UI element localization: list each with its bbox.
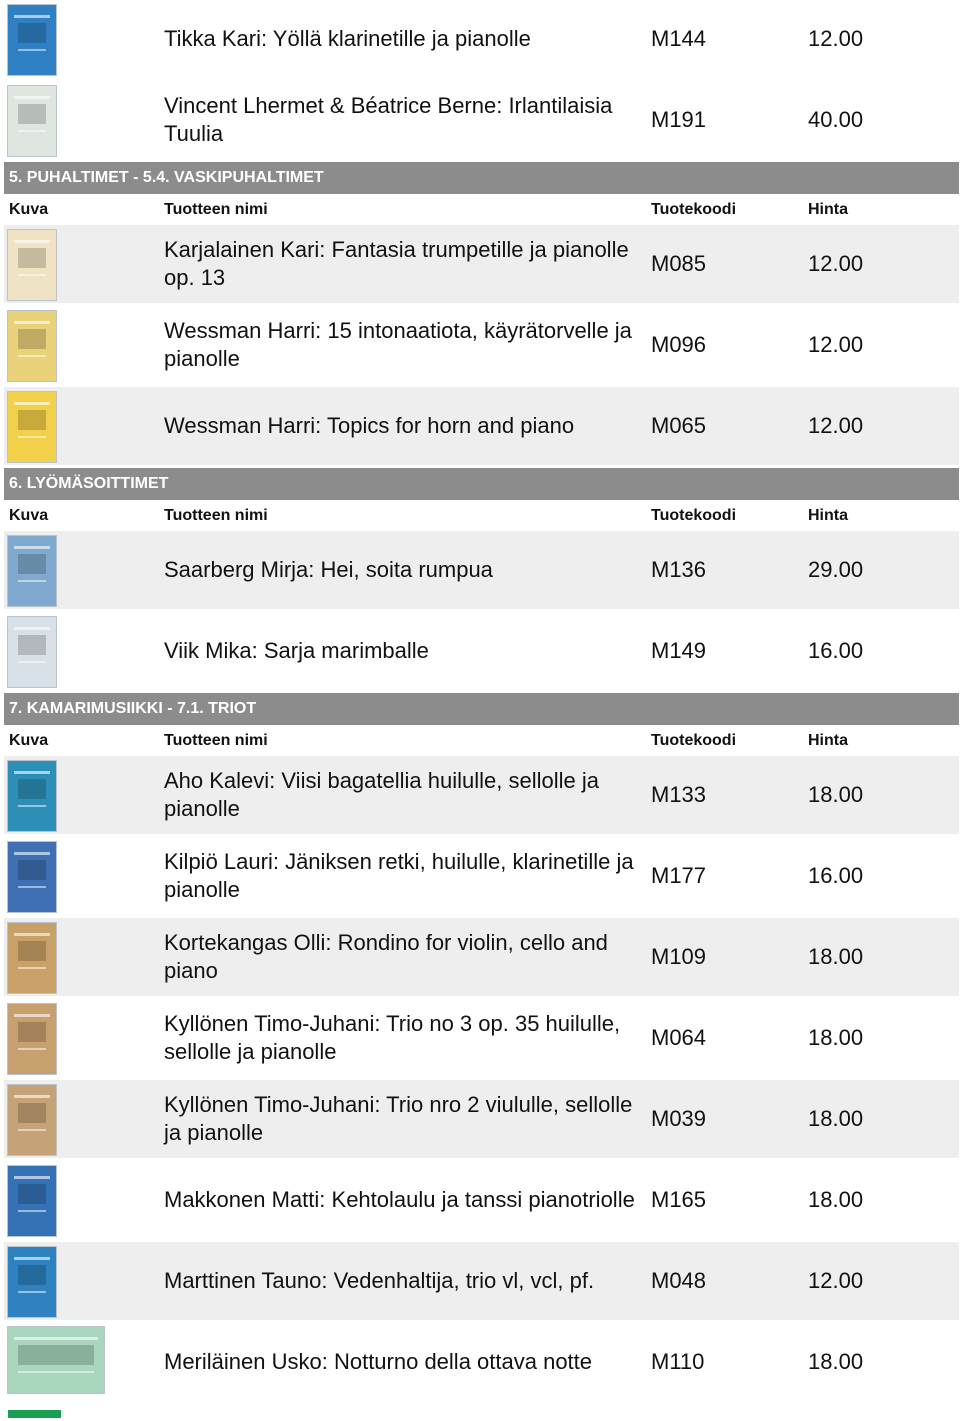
header-price: Hinta bbox=[808, 507, 848, 524]
product-code: M149 bbox=[651, 638, 707, 663]
product-code: M191 bbox=[651, 107, 707, 132]
product-price: 18.00 bbox=[808, 1349, 864, 1374]
product-row[interactable] bbox=[4, 756, 959, 837]
header-code: Tuotekoodi bbox=[651, 201, 737, 218]
product-name[interactable]: Tikka Kari: Yöllä klarinetille ja pianolle bbox=[164, 26, 531, 51]
product-thumbnail[interactable] bbox=[7, 760, 57, 832]
product-code: M048 bbox=[651, 1268, 707, 1293]
product-thumbnail[interactable] bbox=[7, 535, 57, 607]
header-image: Kuva bbox=[9, 201, 49, 218]
product-price: 12.00 bbox=[808, 1268, 864, 1293]
section-heading: 7. KAMARIMUSIIKKI - 7.1. TRIOT bbox=[4, 693, 959, 725]
header-code: Tuotekoodi bbox=[651, 507, 737, 524]
product-thumbnail[interactable] bbox=[7, 1326, 105, 1394]
product-row[interactable] bbox=[4, 1242, 959, 1323]
product-price: 12.00 bbox=[808, 332, 864, 357]
product-name[interactable]: Wessman Harri: Topics for horn and piano bbox=[164, 413, 575, 438]
column-header-row bbox=[4, 500, 959, 531]
product-code: M165 bbox=[651, 1187, 707, 1212]
product-name[interactable]: Viik Mika: Sarja marimballe bbox=[164, 638, 429, 663]
product-code: M110 bbox=[651, 1349, 705, 1374]
product-code: M096 bbox=[651, 332, 707, 357]
product-price: 12.00 bbox=[808, 251, 864, 276]
header-name: Tuotteen nimi bbox=[164, 732, 268, 749]
product-code: M064 bbox=[651, 1025, 707, 1050]
header-price: Hinta bbox=[808, 732, 848, 749]
header-name: Tuotteen nimi bbox=[164, 201, 268, 218]
column-header-row bbox=[4, 725, 959, 756]
product-name[interactable]: Wessman Harri: 15 intonaatiota, käyrätorvelle ja pianolle bbox=[164, 318, 632, 371]
next-thumbnail-edge bbox=[8, 1410, 61, 1418]
product-price: 18.00 bbox=[808, 944, 864, 969]
product-row[interactable] bbox=[4, 918, 959, 999]
product-price: 18.00 bbox=[808, 1025, 864, 1050]
product-code: M177 bbox=[651, 863, 707, 888]
product-price: 29.00 bbox=[808, 557, 864, 582]
product-row[interactable] bbox=[4, 837, 959, 918]
product-price: 18.00 bbox=[808, 1187, 864, 1212]
product-row[interactable] bbox=[4, 612, 959, 693]
product-row[interactable] bbox=[4, 1080, 959, 1161]
product-thumbnail[interactable] bbox=[7, 85, 57, 157]
header-image: Kuva bbox=[9, 507, 49, 524]
product-row[interactable] bbox=[4, 999, 959, 1080]
product-thumbnail[interactable] bbox=[7, 922, 57, 994]
product-name[interactable]: Kyllönen Timo-Juhani: Trio nro 2 viululle, sellolle ja pianolle bbox=[164, 1092, 633, 1145]
product-code: M109 bbox=[651, 944, 707, 969]
product-thumbnail[interactable] bbox=[7, 616, 57, 688]
product-price: 18.00 bbox=[808, 782, 864, 807]
product-thumbnail[interactable] bbox=[7, 229, 57, 301]
product-name[interactable]: Kilpiö Lauri: Jäniksen retki, huilulle, klarinetille ja pianolle bbox=[164, 849, 634, 902]
product-thumbnail[interactable] bbox=[7, 310, 57, 382]
product-row[interactable] bbox=[4, 1161, 959, 1242]
section-heading: 6. LYÖMÄSOITTIMET bbox=[4, 468, 959, 500]
product-thumbnail[interactable] bbox=[7, 841, 57, 913]
product-row[interactable] bbox=[4, 306, 959, 387]
product-name[interactable]: Marttinen Tauno: Vedenhaltija, trio vl, vcl, pf. bbox=[164, 1268, 595, 1293]
product-price: 12.00 bbox=[808, 413, 864, 438]
product-thumbnail[interactable] bbox=[7, 391, 57, 463]
product-thumbnail[interactable] bbox=[7, 1084, 57, 1156]
section-heading: 5. PUHALTIMET - 5.4. VASKIPUHALTIMET bbox=[4, 162, 959, 194]
product-code: M144 bbox=[651, 26, 707, 51]
product-row[interactable] bbox=[4, 1323, 959, 1404]
product-price: 18.00 bbox=[808, 1106, 864, 1131]
product-name[interactable]: Vincent Lhermet & Béatrice Berne: Irlantilaisia Tuulia bbox=[164, 93, 613, 146]
product-name[interactable]: Meriläinen Usko: Notturno della ottava notte bbox=[164, 1349, 593, 1374]
product-code: M136 bbox=[651, 557, 707, 582]
product-thumbnail[interactable] bbox=[7, 4, 57, 76]
product-row[interactable] bbox=[4, 531, 959, 612]
product-thumbnail[interactable] bbox=[7, 1246, 57, 1318]
product-price: 16.00 bbox=[808, 638, 864, 663]
product-catalog bbox=[4, 0, 959, 1404]
header-code: Tuotekoodi bbox=[651, 732, 737, 749]
header-price: Hinta bbox=[808, 201, 848, 218]
product-name[interactable]: Kyllönen Timo-Juhani: Trio no 3 op. 35 huilulle, sellolle ja pianolle bbox=[164, 1011, 621, 1064]
product-price: 16.00 bbox=[808, 863, 864, 888]
header-name: Tuotteen nimi bbox=[164, 507, 268, 524]
product-row[interactable] bbox=[4, 0, 959, 81]
product-name[interactable]: Aho Kalevi: Viisi bagatellia huilulle, sellolle ja pianolle bbox=[164, 768, 599, 821]
product-name[interactable]: Kortekangas Olli: Rondino for violin, cello and piano bbox=[164, 930, 608, 983]
product-name[interactable]: Karjalainen Kari: Fantasia trumpetille ja pianolle op. 13 bbox=[164, 237, 629, 290]
product-code: M133 bbox=[651, 782, 707, 807]
product-code: M039 bbox=[651, 1106, 707, 1131]
product-name[interactable]: Makkonen Matti: Kehtolaulu ja tanssi pianotriolle bbox=[164, 1187, 635, 1212]
product-price: 12.00 bbox=[808, 26, 864, 51]
product-row[interactable] bbox=[4, 387, 959, 468]
product-code: M085 bbox=[651, 251, 707, 276]
header-image: Kuva bbox=[9, 732, 49, 749]
product-thumbnail[interactable] bbox=[7, 1003, 57, 1075]
product-row[interactable] bbox=[4, 81, 959, 162]
column-header-row bbox=[4, 194, 959, 225]
product-code: M065 bbox=[651, 413, 707, 438]
product-price: 40.00 bbox=[808, 107, 864, 132]
product-name[interactable]: Saarberg Mirja: Hei, soita rumpua bbox=[164, 557, 493, 582]
product-row[interactable] bbox=[4, 225, 959, 306]
product-thumbnail[interactable] bbox=[7, 1165, 57, 1237]
